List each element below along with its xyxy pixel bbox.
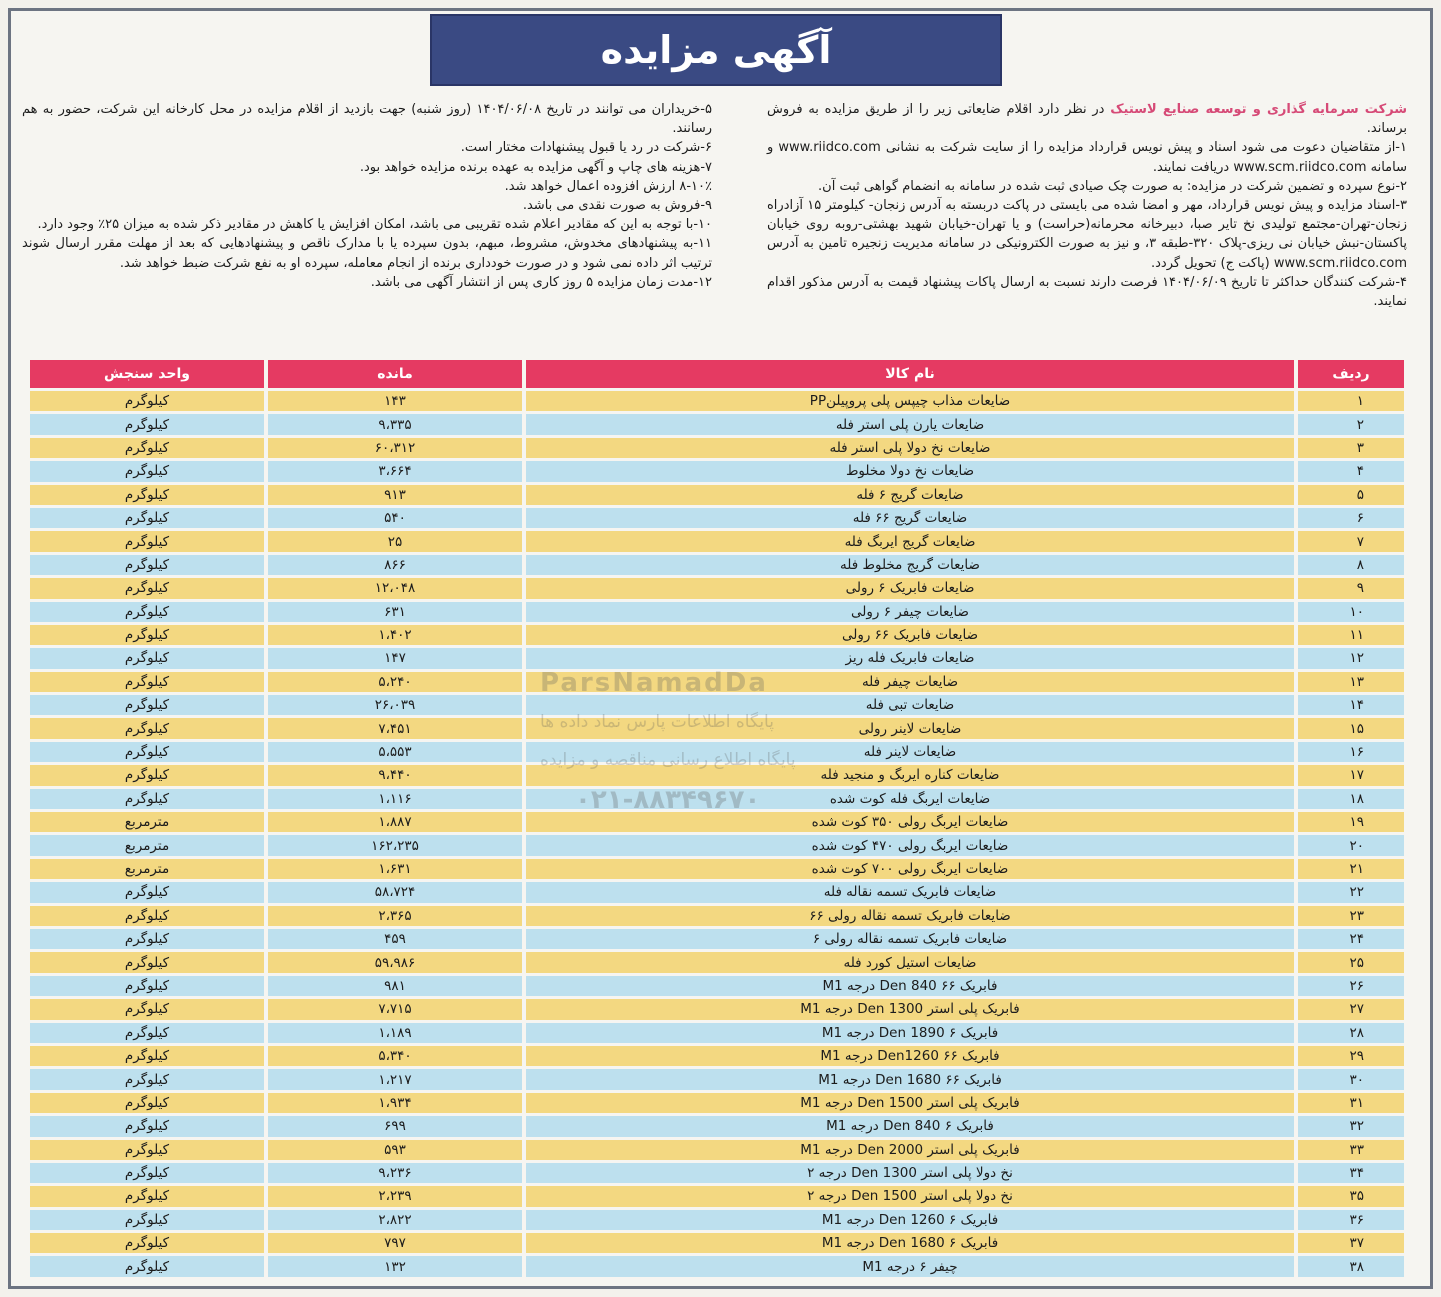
table-row [30,485,1404,505]
row-number-cell: ۲۳ [1294,906,1404,926]
unit-cell: مترمربع [30,835,264,855]
unit-cell: کیلوگرم [30,578,264,598]
table-row [30,1233,1404,1253]
unit-cell: کیلوگرم [30,438,264,458]
item-name-cell: ضایعات ایربگ رولی ۷۰۰ کوت شده [522,859,1294,879]
row-number-cell: ۲۲ [1294,882,1404,902]
quantity-cell: ۳،۶۶۴ [264,461,522,481]
terms-section [22,100,1407,350]
table-row [30,508,1404,528]
table-row [30,1046,1404,1066]
unit-cell: کیلوگرم [30,695,264,715]
quantity-cell: ۵،۳۴۰ [264,1046,522,1066]
quantity-cell: ۹۸۱ [264,976,522,996]
table-row [30,1023,1404,1043]
item-name-cell: ضایعات گریج ایربگ فله [522,531,1294,551]
item-name-cell: ضایعات فابریک فله ریز [522,648,1294,668]
quantity-cell: ۱،۱۱۶ [264,789,522,809]
table-row [30,929,1404,949]
table-row [30,461,1404,481]
quantity-cell: ۱۴۷ [264,648,522,668]
watermark-line-2: پایگاه اطلاع رسانی مناقصه و مزایده [540,750,796,770]
row-number-cell: ۲۶ [1294,976,1404,996]
row-number-cell: ۳۱ [1294,1093,1404,1113]
quantity-cell: ۲۵ [264,531,522,551]
unit-cell: کیلوگرم [30,1046,264,1066]
item-name-cell: ضایعات مذاب چیپس پلی پروپیلنPP [522,391,1294,411]
table-row [30,1210,1404,1230]
quantity-cell: ۹،۴۴۰ [264,765,522,785]
table-row [30,812,1404,832]
unit-cell: کیلوگرم [30,906,264,926]
item-name-cell: ضایعات ایربگ رولی ۴۷۰ کوت شده [522,835,1294,855]
quantity-cell: ۴۵۹ [264,929,522,949]
quantity-cell: ۵۹،۹۸۶ [264,952,522,972]
row-number-cell: ۳۸ [1294,1256,1404,1276]
table-row [30,1116,1404,1136]
term-item: ۶-شرکت در رد یا قبول پیشنهادات مختار است. [460,140,712,156]
item-name-cell: فابریک ۶ Den 1680 درجه M1 [522,1233,1294,1253]
item-name-cell: ضایعات فابریک تسمه نقاله رولی ۶ [522,929,1294,949]
table-row [30,835,1404,855]
item-name-cell: فابریک پلی استر Den 1500 درجه M1 [522,1093,1294,1113]
quantity-cell: ۷،۷۱۵ [264,999,522,1019]
table-row [30,952,1404,972]
quantity-cell: ۵۸،۷۲۴ [264,882,522,902]
header-quantity: مانده [264,360,522,388]
table-row [30,976,1404,996]
term-item: ۱-از متقاضیان دعوت می شود اسناد و پیش نویس قرارداد مزایده را از سایت شرکت به نشانی www.riidco.com و سامانه www.scm.riidco.com دریافت نمایند. [767,140,1407,175]
row-number-cell: ۲۸ [1294,1023,1404,1043]
row-number-cell: ۱۳ [1294,672,1404,692]
unit-cell: کیلوگرم [30,1256,264,1276]
unit-cell: کیلوگرم [30,508,264,528]
table-row [30,1093,1404,1113]
unit-cell: کیلوگرم [30,952,264,972]
unit-cell: کیلوگرم [30,999,264,1019]
term-item: ۱۱-به پیشنهادهای مخدوش، مشروط، مبهم، بدون سپرده یا با مدارک ناقص و پیشنهادهایی که بعد از مهلت مقرر ارسال شوند ترتیب اثر داده نمی شود و در صورت خودداری برنده از انجام معامله، سپرده او به نفع شرکت ضبط خواهد شد. [22,236,712,271]
unit-cell: کیلوگرم [30,789,264,809]
item-name-cell: ضایعات ایربگ فله کوت شده [522,789,1294,809]
item-name-cell: نخ دولا پلی استر Den 1300 درجه ۲ [522,1163,1294,1183]
table-row [30,1140,1404,1160]
table-row [30,1069,1404,1089]
item-name-cell: فابریک پلی استر Den 2000 درجه M1 [522,1140,1294,1160]
unit-cell: مترمربع [30,812,264,832]
item-name-cell: ضایعات نخ دولا پلی استر فله [522,438,1294,458]
table-row [30,1256,1404,1276]
unit-cell: مترمربع [30,859,264,879]
items-table [30,357,1404,1280]
term-item: ۱۲-مدت زمان مزایده ۵ روز کاری پس از انتشار آگهی می باشد. [370,274,712,290]
company-name: شرکت سرمایه گذاری و توسعه صنایع لاستیک [1110,102,1407,117]
unit-cell: کیلوگرم [30,1093,264,1113]
row-number-cell: ۱ [1294,391,1404,411]
unit-cell: کیلوگرم [30,602,264,622]
item-name-cell: ضایعات لاینر فله [522,742,1294,762]
quantity-cell: ۱۲،۰۴۸ [264,578,522,598]
quantity-cell: ۵۴۰ [264,508,522,528]
row-number-cell: ۱۴ [1294,695,1404,715]
row-number-cell: ۳۷ [1294,1233,1404,1253]
row-number-cell: ۱۸ [1294,789,1404,809]
row-number-cell: ۸ [1294,555,1404,575]
row-number-cell: ۱۲ [1294,648,1404,668]
row-number-cell: ۵ [1294,485,1404,505]
watermark-phone: ۰۲۱-۸۸۳۴۹۶۷۰ [575,785,761,815]
item-name-cell: ضایعات فابریک تسمه نقاله فله [522,882,1294,902]
unit-cell: کیلوگرم [30,1163,264,1183]
quantity-cell: ۹۱۳ [264,485,522,505]
unit-cell: کیلوگرم [30,391,264,411]
row-number-cell: ۳۳ [1294,1140,1404,1160]
item-name-cell: ضایعات گریج ۶۶ فله [522,508,1294,528]
quantity-cell: ۶۳۱ [264,602,522,622]
quantity-cell: ۵۹۳ [264,1140,522,1160]
table-row [30,555,1404,575]
term-item: ۴-شرکت کنندگان حداکثر تا تاریخ ۱۴۰۴/۰۶/۰۹ فرصت دارند نسبت به ارسال پاکات پیشنهاد قیمت به آدرس مذکور اقدام نمایند. [767,274,1407,310]
row-number-cell: ۶ [1294,508,1404,528]
row-number-cell: ۱۰ [1294,602,1404,622]
table-row [30,438,1404,458]
item-name-cell: فابریک پلی استر Den 1300 درجه M1 [522,999,1294,1019]
quantity-cell: ۱،۴۰۲ [264,625,522,645]
row-number-cell: ۱۵ [1294,718,1404,738]
unit-cell: کیلوگرم [30,461,264,481]
quantity-cell: ۲۶،۰۳۹ [264,695,522,715]
unit-cell: کیلوگرم [30,485,264,505]
row-number-cell: ۲۵ [1294,952,1404,972]
unit-cell: کیلوگرم [30,531,264,551]
item-name-cell: ضایعات کناره ایربگ و منجید فله [522,765,1294,785]
table-row [30,906,1404,926]
row-number-cell: ۱۹ [1294,812,1404,832]
quantity-cell: ۱،۱۸۹ [264,1023,522,1043]
table-row [30,578,1404,598]
row-number-cell: ۲ [1294,414,1404,434]
item-name-cell: چیفر ۶ درجه M1 [522,1256,1294,1276]
quantity-cell: ۱،۲۱۷ [264,1069,522,1089]
row-number-cell: ۲۹ [1294,1046,1404,1066]
quantity-cell: ۵،۲۴۰ [264,672,522,692]
table-row [30,1163,1404,1183]
table-row [30,859,1404,879]
item-name-cell: ضایعات چیفر فله [522,672,1294,692]
row-number-cell: ۳۶ [1294,1210,1404,1230]
quantity-cell: ۱۶۲،۲۳۵ [264,835,522,855]
row-number-cell: ۹ [1294,578,1404,598]
unit-cell: کیلوگرم [30,625,264,645]
item-name-cell: فابریک ۶ Den 1890 درجه M1 [522,1023,1294,1043]
header-item-name: نام کالا [522,360,1294,388]
unit-cell: کیلوگرم [30,414,264,434]
row-number-cell: ۳۰ [1294,1069,1404,1089]
item-name-cell: ضایعات یارن پلی استر فله [522,414,1294,434]
row-number-cell: ۳ [1294,438,1404,458]
quantity-cell: ۱،۸۸۷ [264,812,522,832]
unit-cell: کیلوگرم [30,1186,264,1206]
item-name-cell: ضایعات فابریک تسمه نقاله رولی ۶۶ [522,906,1294,926]
table-row [30,414,1404,434]
table-row [30,602,1404,622]
intro-paragraph [767,100,1407,138]
item-name-cell: ضایعات گریج ۶ فله [522,485,1294,505]
unit-cell: کیلوگرم [30,672,264,692]
item-name-cell: ضایعات فابریک ۶۶ رولی [522,625,1294,645]
intro-text: در نظر دارد اقلام ضایعاتی زیر را از طریق مزایده به فروش برساند. [767,102,1407,137]
row-number-cell: ۱۶ [1294,742,1404,762]
quantity-cell: ۱۳۲ [264,1256,522,1276]
table-header-row [30,360,1404,388]
terms-left-column [22,100,712,292]
unit-cell: کیلوگرم [30,555,264,575]
item-name-cell: نخ دولا پلی استر Den 1500 درجه ۲ [522,1186,1294,1206]
unit-cell: کیلوگرم [30,976,264,996]
quantity-cell: ۱،۶۳۱ [264,859,522,879]
item-name-cell: فابریک ۶ Den 1260 درجه M1 [522,1210,1294,1230]
header-row-number: ردیف [1294,360,1404,388]
term-item: ۹-فروش به صورت نقدی می باشد. [522,198,712,214]
header-unit: واحد سنجش [30,360,264,388]
watermark-brand: ParsNamadDa [540,668,768,698]
row-number-cell: ۲۱ [1294,859,1404,879]
row-number-cell: ۳۴ [1294,1163,1404,1183]
unit-cell: کیلوگرم [30,718,264,738]
unit-cell: کیلوگرم [30,1069,264,1089]
row-number-cell: ۲۷ [1294,999,1404,1019]
unit-cell: کیلوگرم [30,929,264,949]
item-name-cell: ضایعات نخ دولا مخلوط [522,461,1294,481]
quantity-cell: ۱۴۳ [264,391,522,411]
term-item: ۸-۱۰٪ ارزش افزوده اعمال خواهد شد. [504,178,712,194]
watermark-line-1: پایگاه اطلاعات پارس نماد داده ها [540,712,774,732]
row-number-cell: ۲۰ [1294,835,1404,855]
row-number-cell: ۲۴ [1294,929,1404,949]
quantity-cell: ۹،۲۳۶ [264,1163,522,1183]
table-row [30,625,1404,645]
item-name-cell: فابریک ۶ Den 840 درجه M1 [522,1116,1294,1136]
unit-cell: کیلوگرم [30,1210,264,1230]
item-name-cell: فابریک ۶۶ Den 840 درجه M1 [522,976,1294,996]
table-row [30,531,1404,551]
table-row [30,391,1404,411]
quantity-cell: ۷۹۷ [264,1233,522,1253]
terms-right-column [767,100,1407,311]
item-name-cell: ضایعات چیفر ۶ رولی [522,602,1294,622]
unit-cell: کیلوگرم [30,742,264,762]
table-row [30,882,1404,902]
quantity-cell: ۶۹۹ [264,1116,522,1136]
term-item: ۲-نوع سپرده و تضمین شرکت در مزایده: به صورت چک صیادی ثبت شده در سامانه به انضمام گواهی ثبت آن. [818,178,1407,194]
quantity-cell: ۶۰،۳۱۲ [264,438,522,458]
quantity-cell: ۲،۳۶۵ [264,906,522,926]
item-name-cell: ضایعات لاینر رولی [522,718,1294,738]
row-number-cell: ۷ [1294,531,1404,551]
term-item: ۱۰-با توجه به این که مقادیر اعلام شده تقریبی می باشد، امکان افزایش یا کاهش در مقادیر ذکر شده به میزان ۲۵٪ وجود دارد. [37,217,712,233]
item-name-cell: ضایعات گریج مخلوط فله [522,555,1294,575]
quantity-cell: ۸۶۶ [264,555,522,575]
term-item: ۷-هزینه های چاپ و آگهی مزایده به عهده برنده مزایده خواهد بود. [359,159,712,175]
row-number-cell: ۱۷ [1294,765,1404,785]
quantity-cell: ۹،۳۳۵ [264,414,522,434]
unit-cell: کیلوگرم [30,1140,264,1160]
item-name-cell: ضایعات فابریک ۶ رولی [522,578,1294,598]
row-number-cell: ۴ [1294,461,1404,481]
table-row [30,999,1404,1019]
unit-cell: کیلوگرم [30,1116,264,1136]
term-item: ۳-اسناد مزایده و پیش نویس قرارداد، مهر و امضا شده می بایستی در پاکت دربسته به آدرس زنجان- کیلومتر ۱۵ آزادراه زنجان-تهران-مجتمع تولیدی نخ تایر صبا، دبیرخانه محرمانه(حراست) و یا تهران-خیابان شهید بهشتی-روبه روی خیابان پاکستان-نبش خیابان نی ریزی-پلاک ۳۲۰-طبقه ۳، و نیز به صورت الکترونیکی در سامانه مدیریت زنجیره تامین به آدرس www.scm.riidco.com (پاکت ج) تحویل گردد. [767,198,1408,271]
quantity-cell: ۷،۴۵۱ [264,718,522,738]
item-name-cell: ضایعات تبی فله [522,695,1294,715]
item-name-cell: ضایعات استیل کورد فله [522,952,1294,972]
unit-cell: کیلوگرم [30,1233,264,1253]
unit-cell: کیلوگرم [30,765,264,785]
quantity-cell: ۲،۲۳۹ [264,1186,522,1206]
ad-title-banner [430,14,1002,86]
row-number-cell: ۱۱ [1294,625,1404,645]
term-item: ۵-خریداران می توانند در تاریخ ۱۴۰۴/۰۶/۰۸ (روز شنبه) جهت بازدید از اقلام مزایده در محل کارخانه این شرکت، حضور به هم رسانند. [22,102,712,137]
unit-cell: کیلوگرم [30,882,264,902]
item-name-cell: فابریک ۶۶ Den 1680 درجه M1 [522,1069,1294,1089]
item-name-cell: ضایعات ایربگ رولی ۳۵۰ کوت شده [522,812,1294,832]
table-row [30,1186,1404,1206]
quantity-cell: ۲،۸۲۲ [264,1210,522,1230]
row-number-cell: ۳۲ [1294,1116,1404,1136]
quantity-cell: ۱،۹۳۴ [264,1093,522,1113]
ad-title: آگهی مزایده [600,28,832,72]
unit-cell: کیلوگرم [30,1023,264,1043]
table-row [30,648,1404,668]
row-number-cell: ۳۵ [1294,1186,1404,1206]
quantity-cell: ۵،۵۵۳ [264,742,522,762]
unit-cell: کیلوگرم [30,648,264,668]
item-name-cell: فابریک ۶۶ Den1260 درجه M1 [522,1046,1294,1066]
